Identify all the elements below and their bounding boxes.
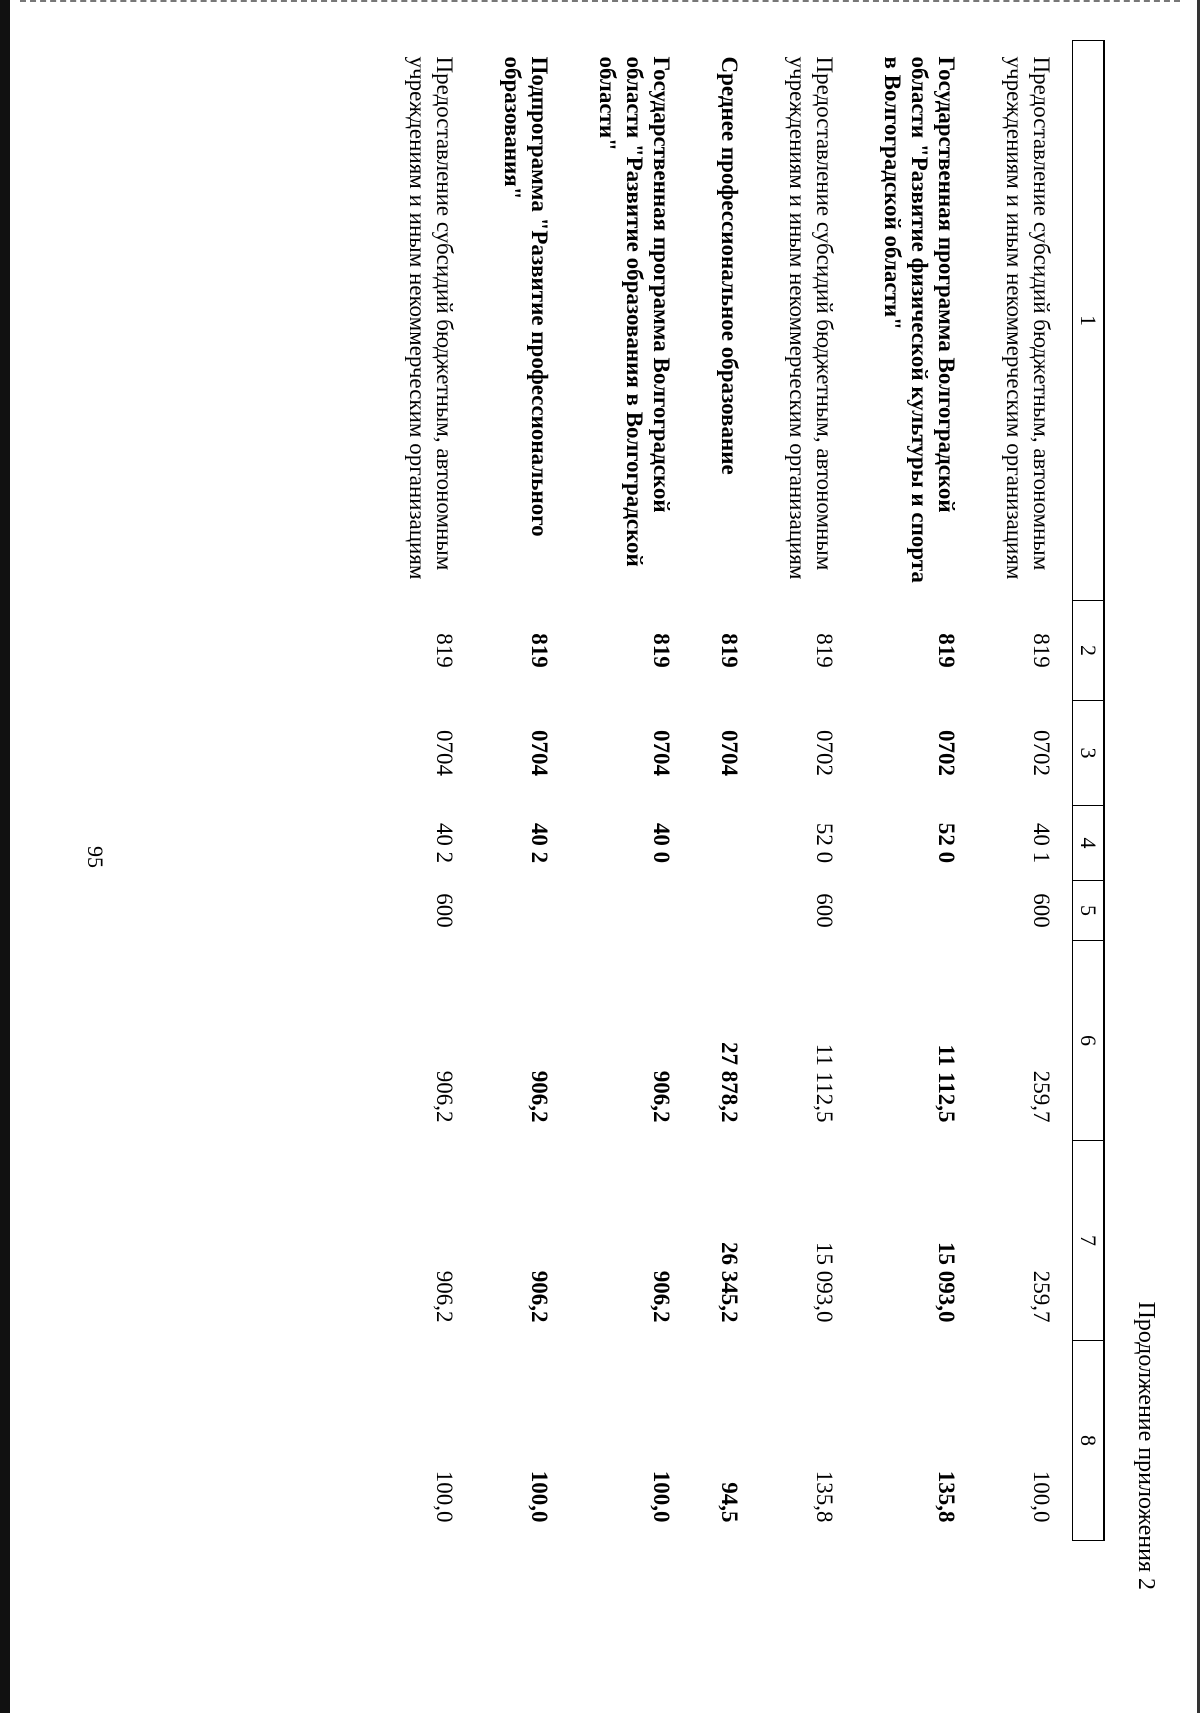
row-col-7: 26 345,2 xyxy=(717,1242,742,1323)
table-header-row xyxy=(1073,41,1105,1541)
column-header-4: 4 xyxy=(1073,806,1105,881)
table-row xyxy=(855,41,977,1541)
table-row xyxy=(570,41,692,1541)
row-col-7: 15 093,0 xyxy=(812,1242,837,1323)
row-col-4: 40 2 xyxy=(432,822,457,864)
scan-top-rule xyxy=(20,0,1180,2)
column-header-5: 5 xyxy=(1073,881,1105,941)
column-header-8: 8 xyxy=(1073,1341,1105,1541)
row-col-8: 100,0 xyxy=(649,1470,674,1523)
row-col-7: 259,7 xyxy=(1029,1270,1054,1323)
row-name: Предоставление субсидий бюджетным, автономным учреждениям и иным некоммерческим организациям xyxy=(785,56,837,580)
row-name: Государственная программа Волгоградской области "Развитие образования в Волгоградской области" xyxy=(595,56,674,567)
row-col-2: 819 xyxy=(812,633,837,668)
document-sheet xyxy=(110,40,1190,1590)
row-name: Предоставление субсидий бюджетным, автономным учреждениям и иным некоммерческим организациям xyxy=(1002,56,1054,580)
row-col-7: 15 093,0 xyxy=(934,1242,959,1323)
row-col-5: 600 xyxy=(1029,893,1054,928)
page-number: 95 xyxy=(83,846,108,868)
row-col-3: 0702 xyxy=(1029,730,1054,776)
row-col-7: 906,2 xyxy=(432,1270,457,1323)
row-name: Среднее профессиональное образование xyxy=(717,56,742,475)
row-name: Подпрограмма "Развитие профессионального образования" xyxy=(500,56,552,537)
row-col-6: 259,7 xyxy=(1029,1070,1054,1123)
table-row xyxy=(380,41,475,1541)
row-col-5 xyxy=(855,881,977,941)
row-col-8: 94,5 xyxy=(717,1482,742,1523)
table-row xyxy=(475,41,570,1541)
row-col-3: 0704 xyxy=(432,730,457,776)
row-col-3: 0702 xyxy=(812,730,837,776)
row-col-4: 40 1 xyxy=(1029,822,1054,864)
row-col-8: 100,0 xyxy=(432,1470,457,1523)
row-col-6: 906,2 xyxy=(527,1070,552,1123)
row-col-2: 819 xyxy=(649,633,674,668)
row-col-7: 906,2 xyxy=(649,1270,674,1323)
column-header-6: 6 xyxy=(1073,941,1105,1141)
row-col-4 xyxy=(692,806,760,881)
row-col-8: 135,8 xyxy=(934,1470,959,1523)
row-col-5: 600 xyxy=(432,893,457,928)
row-col-6: 11 112,5 xyxy=(812,1043,837,1123)
column-header-1: 1 xyxy=(1073,41,1105,601)
table-row xyxy=(760,41,855,1541)
row-col-3: 0702 xyxy=(934,730,959,776)
table-row xyxy=(977,41,1073,1541)
row-col-7: 906,2 xyxy=(527,1270,552,1323)
row-col-2: 819 xyxy=(717,633,742,668)
row-col-5 xyxy=(475,881,570,941)
row-col-4: 40 0 xyxy=(649,822,674,864)
row-col-4: 52 0 xyxy=(934,822,959,864)
row-col-5 xyxy=(692,881,760,941)
column-header-7: 7 xyxy=(1073,1141,1105,1341)
row-name: Государственная программа Волгоградской области "Развитие физической культуры и спорта в Волгоградской области" xyxy=(880,56,959,583)
row-col-2: 819 xyxy=(934,633,959,668)
budget-table xyxy=(380,40,1105,1541)
row-col-6: 27 878,2 xyxy=(717,1042,742,1123)
row-col-3: 0704 xyxy=(717,730,742,776)
column-header-3: 3 xyxy=(1073,701,1105,806)
row-col-4: 40 2 xyxy=(527,822,552,864)
row-col-6: 11 112,5 xyxy=(934,1044,959,1123)
row-col-8: 100,0 xyxy=(527,1470,552,1523)
scan-edge-left xyxy=(0,0,10,1713)
row-col-2: 819 xyxy=(527,633,552,668)
row-col-3: 0704 xyxy=(649,730,674,776)
row-col-2: 819 xyxy=(432,633,457,668)
row-col-8: 100,0 xyxy=(1029,1470,1054,1523)
row-name: Предоставление субсидий бюджетным, автономным учреждениям и иным некоммерческим организациям xyxy=(405,56,457,580)
row-col-5: 600 xyxy=(812,893,837,928)
row-col-8: 135,8 xyxy=(812,1470,837,1523)
table-row xyxy=(692,41,760,1541)
appendix-caption: Продолжение приложения 2 xyxy=(1133,1301,1159,1590)
row-col-6: 906,2 xyxy=(649,1070,674,1123)
row-col-5 xyxy=(570,881,692,941)
row-col-3: 0704 xyxy=(527,730,552,776)
row-col-2: 819 xyxy=(1029,633,1054,668)
column-header-2: 2 xyxy=(1073,601,1105,701)
row-col-6: 906,2 xyxy=(432,1070,457,1123)
row-col-4: 52 0 xyxy=(812,822,837,864)
